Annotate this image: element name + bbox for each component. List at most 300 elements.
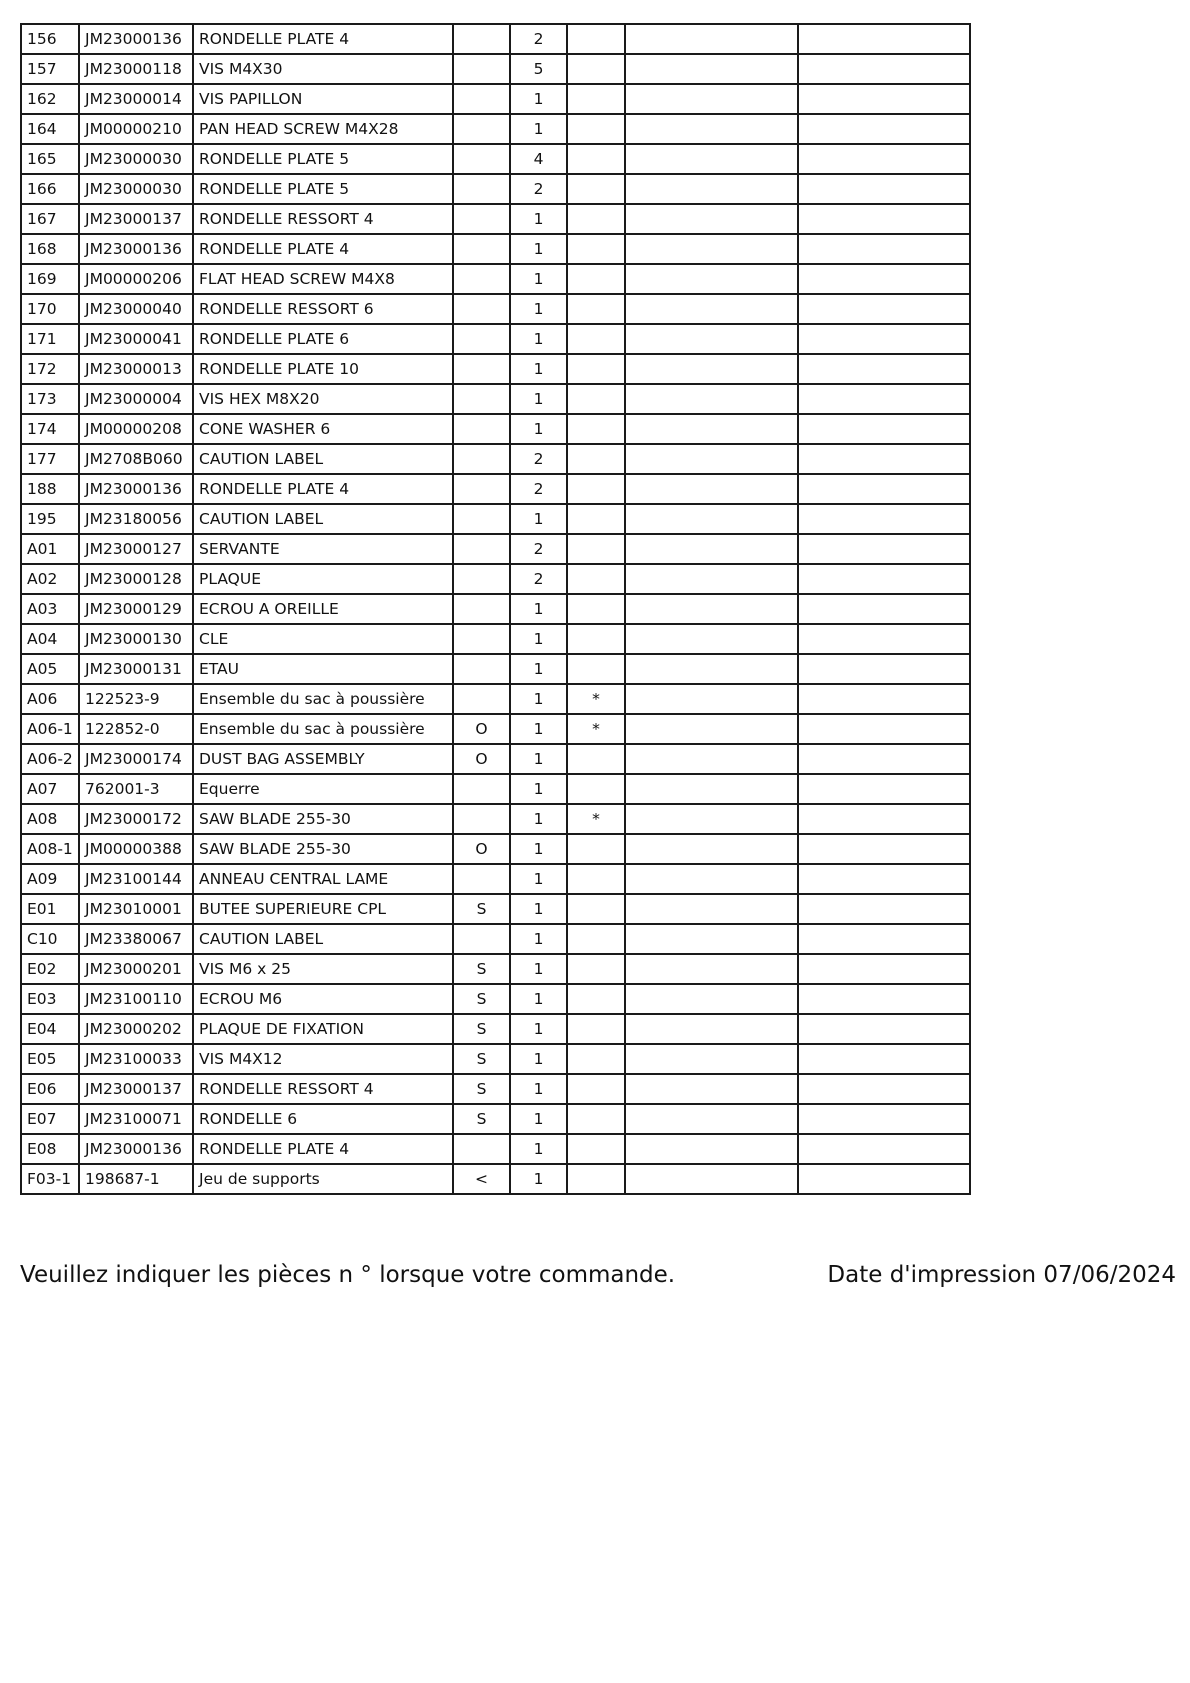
cell-blank — [798, 684, 970, 714]
cell-description: VIS M4X30 — [193, 54, 453, 84]
cell-part-number: JM00000208 — [79, 414, 193, 444]
cell-blank — [798, 1164, 970, 1194]
cell-part-number: JM23100110 — [79, 984, 193, 1014]
cell-code: S — [453, 894, 510, 924]
cell-note — [567, 354, 625, 384]
cell-description: CAUTION LABEL — [193, 444, 453, 474]
table-row — [21, 864, 970, 894]
cell-code — [453, 54, 510, 84]
cell-item-number: A06 — [21, 684, 79, 714]
cell-part-number: JM23180056 — [79, 504, 193, 534]
cell-blank — [625, 264, 798, 294]
cell-description: VIS M4X12 — [193, 1044, 453, 1074]
cell-note — [567, 924, 625, 954]
table-row — [21, 414, 970, 444]
cell-blank — [625, 444, 798, 474]
cell-note — [567, 114, 625, 144]
cell-item-number: E07 — [21, 1104, 79, 1134]
cell-description: PAN HEAD SCREW M4X28 — [193, 114, 453, 144]
cell-item-number: 169 — [21, 264, 79, 294]
cell-item-number: E08 — [21, 1134, 79, 1164]
table-row — [21, 834, 970, 864]
cell-description: CAUTION LABEL — [193, 924, 453, 954]
cell-note — [567, 84, 625, 114]
cell-blank — [798, 234, 970, 264]
cell-note — [567, 384, 625, 414]
cell-description: RONDELLE PLATE 10 — [193, 354, 453, 384]
table-row — [21, 1134, 970, 1164]
cell-part-number: JM23000136 — [79, 474, 193, 504]
cell-note — [567, 234, 625, 264]
table-row — [21, 474, 970, 504]
cell-item-number: E02 — [21, 954, 79, 984]
cell-code: O — [453, 744, 510, 774]
cell-blank — [798, 804, 970, 834]
cell-description: RONDELLE PLATE 4 — [193, 24, 453, 54]
cell-item-number: 165 — [21, 144, 79, 174]
cell-note — [567, 54, 625, 84]
cell-description: CONE WASHER 6 — [193, 414, 453, 444]
cell-item-number: C10 — [21, 924, 79, 954]
cell-note — [567, 1104, 625, 1134]
cell-blank — [798, 474, 970, 504]
cell-blank — [625, 654, 798, 684]
cell-quantity: 1 — [510, 1134, 567, 1164]
cell-note — [567, 204, 625, 234]
cell-quantity: 1 — [510, 1044, 567, 1074]
cell-description: ETAU — [193, 654, 453, 684]
cell-part-number: JM23000137 — [79, 204, 193, 234]
cell-note — [567, 1074, 625, 1104]
cell-item-number: 167 — [21, 204, 79, 234]
cell-part-number: JM23100033 — [79, 1044, 193, 1074]
cell-blank — [798, 594, 970, 624]
cell-blank — [625, 984, 798, 1014]
cell-part-number: JM23000014 — [79, 84, 193, 114]
cell-item-number: 170 — [21, 294, 79, 324]
cell-blank — [625, 24, 798, 54]
cell-blank — [798, 924, 970, 954]
cell-description: BUTEE SUPERIEURE CPL — [193, 894, 453, 924]
cell-part-number: JM00000210 — [79, 114, 193, 144]
cell-blank — [625, 384, 798, 414]
cell-quantity: 1 — [510, 594, 567, 624]
cell-note — [567, 1044, 625, 1074]
cell-note — [567, 414, 625, 444]
cell-blank — [625, 324, 798, 354]
cell-part-number: JM23100071 — [79, 1104, 193, 1134]
cell-blank — [625, 54, 798, 84]
table-row — [21, 1074, 970, 1104]
cell-blank — [625, 534, 798, 564]
cell-item-number: E06 — [21, 1074, 79, 1104]
cell-quantity: 1 — [510, 834, 567, 864]
cell-item-number: 174 — [21, 414, 79, 444]
cell-part-number: JM23000129 — [79, 594, 193, 624]
cell-description: RONDELLE 6 — [193, 1104, 453, 1134]
cell-code — [453, 594, 510, 624]
cell-blank — [798, 714, 970, 744]
cell-description: VIS M6 x 25 — [193, 954, 453, 984]
table-row — [21, 1104, 970, 1134]
cell-blank — [625, 864, 798, 894]
table-row — [21, 924, 970, 954]
cell-quantity: 2 — [510, 24, 567, 54]
cell-blank — [625, 174, 798, 204]
cell-note — [567, 1134, 625, 1164]
cell-code — [453, 84, 510, 114]
cell-description: VIS HEX M8X20 — [193, 384, 453, 414]
table-row — [21, 714, 970, 744]
cell-note: * — [567, 684, 625, 714]
table-row — [21, 504, 970, 534]
cell-part-number: JM00000206 — [79, 264, 193, 294]
cell-part-number: JM23000136 — [79, 24, 193, 54]
table-row — [21, 114, 970, 144]
cell-blank — [798, 744, 970, 774]
cell-quantity: 1 — [510, 684, 567, 714]
cell-description: Ensemble du sac à poussière — [193, 684, 453, 714]
cell-blank — [625, 954, 798, 984]
cell-blank — [798, 1044, 970, 1074]
cell-item-number: A07 — [21, 774, 79, 804]
cell-quantity: 1 — [510, 114, 567, 144]
cell-part-number: JM23000136 — [79, 234, 193, 264]
cell-item-number: A06-1 — [21, 714, 79, 744]
cell-code: S — [453, 1044, 510, 1074]
cell-note — [567, 984, 625, 1014]
table-row — [21, 1014, 970, 1044]
cell-blank — [798, 954, 970, 984]
cell-blank — [798, 1134, 970, 1164]
table-row — [21, 294, 970, 324]
table-row — [21, 564, 970, 594]
cell-quantity: 2 — [510, 174, 567, 204]
cell-part-number: JM23000040 — [79, 294, 193, 324]
cell-code — [453, 504, 510, 534]
cell-item-number: 168 — [21, 234, 79, 264]
cell-part-number: 762001-3 — [79, 774, 193, 804]
cell-blank — [625, 624, 798, 654]
cell-quantity: 4 — [510, 144, 567, 174]
cell-item-number: A03 — [21, 594, 79, 624]
cell-item-number: 156 — [21, 24, 79, 54]
cell-blank — [798, 1104, 970, 1134]
cell-note — [567, 504, 625, 534]
cell-code — [453, 174, 510, 204]
table-row — [21, 174, 970, 204]
cell-description: RONDELLE RESSORT 6 — [193, 294, 453, 324]
cell-quantity: 1 — [510, 264, 567, 294]
cell-code — [453, 864, 510, 894]
cell-part-number: JM23000118 — [79, 54, 193, 84]
table-row — [21, 684, 970, 714]
cell-blank — [625, 594, 798, 624]
cell-part-number: 198687-1 — [79, 1164, 193, 1194]
cell-note — [567, 474, 625, 504]
cell-blank — [625, 834, 798, 864]
cell-note — [567, 624, 625, 654]
cell-blank — [625, 804, 798, 834]
cell-code: S — [453, 1104, 510, 1134]
cell-part-number: JM23000172 — [79, 804, 193, 834]
cell-blank — [625, 774, 798, 804]
parts-table — [20, 23, 971, 1195]
cell-quantity: 1 — [510, 1104, 567, 1134]
cell-code: S — [453, 1074, 510, 1104]
cell-blank — [798, 54, 970, 84]
cell-code: S — [453, 984, 510, 1014]
parts-table-body — [21, 24, 970, 1194]
cell-item-number: A05 — [21, 654, 79, 684]
cell-blank — [625, 1104, 798, 1134]
cell-description: RONDELLE PLATE 4 — [193, 1134, 453, 1164]
table-row — [21, 1164, 970, 1194]
cell-note — [567, 324, 625, 354]
cell-description: RONDELLE PLATE 5 — [193, 174, 453, 204]
cell-note — [567, 1014, 625, 1044]
cell-item-number: 166 — [21, 174, 79, 204]
table-row — [21, 534, 970, 564]
cell-item-number: E04 — [21, 1014, 79, 1044]
table-row — [21, 624, 970, 654]
cell-blank — [625, 504, 798, 534]
cell-blank — [798, 24, 970, 54]
cell-blank — [625, 234, 798, 264]
cell-blank — [625, 84, 798, 114]
cell-part-number: JM23000127 — [79, 534, 193, 564]
cell-code — [453, 294, 510, 324]
cell-note: * — [567, 804, 625, 834]
cell-description: RONDELLE RESSORT 4 — [193, 204, 453, 234]
cell-blank — [798, 114, 970, 144]
table-row — [21, 324, 970, 354]
cell-part-number: JM23000136 — [79, 1134, 193, 1164]
cell-item-number: E03 — [21, 984, 79, 1014]
cell-code — [453, 24, 510, 54]
cell-code — [453, 804, 510, 834]
cell-part-number: JM23000030 — [79, 144, 193, 174]
table-row — [21, 954, 970, 984]
cell-description: DUST BAG ASSEMBLY — [193, 744, 453, 774]
cell-part-number: JM23100144 — [79, 864, 193, 894]
cell-quantity: 1 — [510, 774, 567, 804]
cell-blank — [798, 864, 970, 894]
cell-part-number: JM23000131 — [79, 654, 193, 684]
table-row — [21, 54, 970, 84]
cell-part-number: JM23380067 — [79, 924, 193, 954]
cell-part-number: JM23000041 — [79, 324, 193, 354]
cell-blank — [625, 1044, 798, 1074]
cell-blank — [625, 744, 798, 774]
cell-blank — [625, 1014, 798, 1044]
cell-item-number: 157 — [21, 54, 79, 84]
cell-code — [453, 144, 510, 174]
cell-description: ECROU M6 — [193, 984, 453, 1014]
cell-quantity: 1 — [510, 924, 567, 954]
cell-blank — [625, 114, 798, 144]
cell-description: CAUTION LABEL — [193, 504, 453, 534]
cell-description: PLAQUE DE FIXATION — [193, 1014, 453, 1044]
cell-code — [453, 684, 510, 714]
cell-blank — [625, 354, 798, 384]
cell-code — [453, 1134, 510, 1164]
cell-blank — [798, 1074, 970, 1104]
cell-blank — [625, 294, 798, 324]
table-row — [21, 804, 970, 834]
cell-code — [453, 204, 510, 234]
cell-blank — [625, 1134, 798, 1164]
table-row — [21, 144, 970, 174]
cell-quantity: 1 — [510, 624, 567, 654]
cell-item-number: A08 — [21, 804, 79, 834]
cell-item-number: A01 — [21, 534, 79, 564]
cell-item-number: 173 — [21, 384, 79, 414]
cell-quantity: 1 — [510, 504, 567, 534]
cell-part-number: JM23000030 — [79, 174, 193, 204]
cell-blank — [625, 474, 798, 504]
cell-blank — [798, 264, 970, 294]
cell-code — [453, 264, 510, 294]
cell-quantity: 1 — [510, 354, 567, 384]
print-date: Date d'impression 07/06/2024 — [827, 1262, 1176, 1288]
cell-quantity: 1 — [510, 744, 567, 774]
cell-part-number: JM23000137 — [79, 1074, 193, 1104]
cell-blank — [625, 714, 798, 744]
cell-item-number: A02 — [21, 564, 79, 594]
cell-item-number: A04 — [21, 624, 79, 654]
cell-item-number: 172 — [21, 354, 79, 384]
cell-description: PLAQUE — [193, 564, 453, 594]
order-instruction-note: Veuillez indiquer les pièces n ° lorsque votre commande. — [20, 1262, 676, 1288]
table-row — [21, 744, 970, 774]
cell-blank — [625, 1074, 798, 1104]
cell-code — [453, 234, 510, 264]
cell-blank — [798, 894, 970, 924]
cell-note — [567, 744, 625, 774]
cell-quantity: 1 — [510, 384, 567, 414]
cell-quantity: 5 — [510, 54, 567, 84]
cell-part-number: 122852-0 — [79, 714, 193, 744]
cell-blank — [625, 144, 798, 174]
cell-quantity: 1 — [510, 714, 567, 744]
cell-description: FLAT HEAD SCREW M4X8 — [193, 264, 453, 294]
cell-note — [567, 144, 625, 174]
table-row — [21, 384, 970, 414]
cell-part-number: JM00000388 — [79, 834, 193, 864]
cell-note — [567, 864, 625, 894]
cell-code — [453, 114, 510, 144]
cell-blank — [625, 924, 798, 954]
cell-code — [453, 324, 510, 354]
cell-code — [453, 444, 510, 474]
cell-note — [567, 564, 625, 594]
cell-note — [567, 774, 625, 804]
cell-description: RONDELLE RESSORT 4 — [193, 1074, 453, 1104]
cell-part-number: JM23000201 — [79, 954, 193, 984]
cell-item-number: 162 — [21, 84, 79, 114]
table-row — [21, 654, 970, 684]
cell-part-number: JM23010001 — [79, 894, 193, 924]
cell-blank — [625, 204, 798, 234]
table-row — [21, 354, 970, 384]
cell-item-number: 195 — [21, 504, 79, 534]
cell-note — [567, 894, 625, 924]
cell-part-number: JM23000013 — [79, 354, 193, 384]
table-row — [21, 24, 970, 54]
cell-quantity: 1 — [510, 984, 567, 1014]
cell-blank — [798, 834, 970, 864]
cell-code: O — [453, 714, 510, 744]
cell-description: CLE — [193, 624, 453, 654]
table-row — [21, 894, 970, 924]
cell-code — [453, 924, 510, 954]
cell-item-number: F03-1 — [21, 1164, 79, 1194]
cell-description: RONDELLE PLATE 4 — [193, 474, 453, 504]
cell-part-number: JM23000174 — [79, 744, 193, 774]
cell-blank — [798, 624, 970, 654]
cell-item-number: A09 — [21, 864, 79, 894]
cell-note — [567, 174, 625, 204]
cell-code — [453, 534, 510, 564]
cell-quantity: 1 — [510, 894, 567, 924]
cell-description: ANNEAU CENTRAL LAME — [193, 864, 453, 894]
cell-description: ECROU A OREILLE — [193, 594, 453, 624]
cell-item-number: 164 — [21, 114, 79, 144]
cell-blank — [798, 444, 970, 474]
cell-note — [567, 654, 625, 684]
table-row — [21, 774, 970, 804]
cell-item-number: A06-2 — [21, 744, 79, 774]
cell-item-number: E05 — [21, 1044, 79, 1074]
cell-blank — [798, 354, 970, 384]
cell-quantity: 2 — [510, 534, 567, 564]
cell-code — [453, 774, 510, 804]
cell-quantity: 2 — [510, 444, 567, 474]
cell-code: S — [453, 1014, 510, 1044]
cell-description: Equerre — [193, 774, 453, 804]
cell-code — [453, 474, 510, 504]
cell-quantity: 1 — [510, 1164, 567, 1194]
cell-code — [453, 384, 510, 414]
cell-blank — [798, 204, 970, 234]
cell-description: SAW BLADE 255-30 — [193, 804, 453, 834]
cell-description: SERVANTE — [193, 534, 453, 564]
cell-note — [567, 264, 625, 294]
cell-quantity: 2 — [510, 564, 567, 594]
cell-blank — [798, 984, 970, 1014]
cell-quantity: 1 — [510, 954, 567, 984]
cell-blank — [625, 894, 798, 924]
cell-blank — [798, 414, 970, 444]
cell-quantity: 2 — [510, 474, 567, 504]
cell-quantity: 1 — [510, 804, 567, 834]
table-row — [21, 264, 970, 294]
cell-item-number: A08-1 — [21, 834, 79, 864]
cell-item-number: 171 — [21, 324, 79, 354]
cell-note — [567, 534, 625, 564]
cell-blank — [798, 564, 970, 594]
cell-blank — [625, 564, 798, 594]
cell-part-number: JM23000128 — [79, 564, 193, 594]
cell-description: SAW BLADE 255-30 — [193, 834, 453, 864]
cell-blank — [798, 384, 970, 414]
cell-part-number: JM23000130 — [79, 624, 193, 654]
cell-blank — [798, 654, 970, 684]
table-row — [21, 234, 970, 264]
cell-description: VIS PAPILLON — [193, 84, 453, 114]
table-row — [21, 1044, 970, 1074]
